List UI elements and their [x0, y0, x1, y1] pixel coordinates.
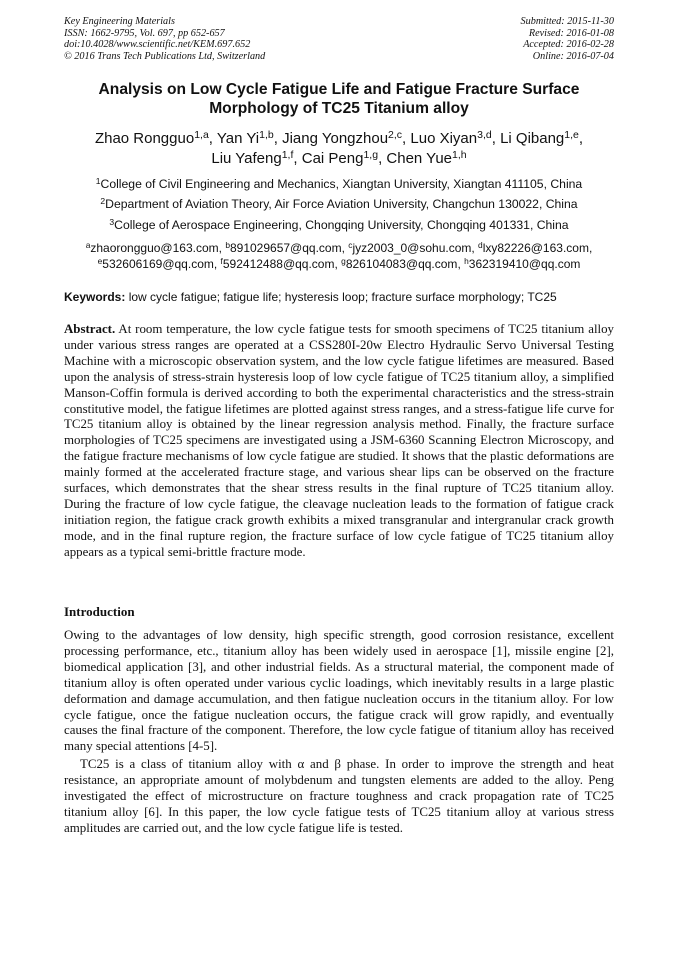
email-link[interactable]: 592412488@qq.com: [222, 256, 335, 271]
email-list: [64, 241, 614, 272]
revised-date: Revised: 2016-01-08: [528, 27, 614, 39]
author: Chen Yue$^{1,h}$: [386, 148, 467, 167]
submitted-date: Submitted: 2015-11-30: [520, 16, 614, 27]
keywords-label: Keywords:: [64, 290, 126, 304]
abstract-label: Abstract.: [64, 322, 116, 336]
keywords: [64, 290, 614, 305]
author: Yan Yi$^{1,b}$: [216, 129, 274, 147]
email-link[interactable]: 826104083@qq.com: [345, 256, 458, 271]
author: Cai Peng$^{1,g}$: [301, 148, 379, 167]
paper-title: [64, 80, 614, 118]
abstract: [64, 322, 614, 561]
title-line-1: Analysis on Low Cycle Fatigue Life and Fatigue Fracture Surface: [98, 81, 580, 98]
author: Luo Xiyan$^{3,d}$: [410, 129, 492, 147]
journal-info: [64, 16, 265, 62]
email-line-2: $^e$532606169@qq.com, $^f$592412488@qq.com, $^g$826104083@qq.com, $^h$362319410@qq.com: [97, 255, 581, 271]
doi-line: doi:10.4028/www.scientific.net/KEM.697.652: [64, 39, 251, 51]
online-date: Online: 2016-07-04: [532, 50, 614, 62]
journal-name: Key Engineering Materials: [64, 16, 175, 27]
author: Liu Yafeng$^{1,f}$: [211, 148, 294, 167]
dates-info: [521, 16, 614, 62]
copyright-line: © 2016 Trans Tech Publications Ltd, Switzerland: [64, 50, 266, 62]
email-link[interactable]: 891029657@qq.com: [229, 241, 342, 255]
email-line-1: $^a$zhaorongguo@163.com, $^b$891029657@qq.com, $^c$jyz2003_0@sohu.com, $^d$lxy82226@163.com,: [85, 240, 593, 255]
intro-paragraph-1: Owing to the advantages of low density, high specific strength, good corrosion resistance, excellent processing performance, etc., titanium alloy has been widely used in aerospace [1], missile engine [2], biomedical application [3], and other industrial fields. As a structural material, the component made of titanium alloy is often operated under various cyclic loadings, which inevitably results in a large plastic deformation and damage accumulation, and then fatigue nucleation occurs in the titanium alloy. For low cycle fatigue, once the fatigue nucleation occurs, the fatigue crack will grow rapidly, and eventually causes the final fracture of the component. Therefore, the low cycle fatigue of titanium alloy has received many special attentions [4-5].: [64, 628, 614, 754]
author: Zhao Rongguo$^{1,a}$: [94, 129, 209, 147]
affiliation-1: $^1$College of Civil Engineering and Mechanics, Xiangtan University, Xiangtan 411105, China: [95, 176, 583, 191]
author: Li Qibang$^{1,e}$: [500, 129, 579, 147]
author-line-2: Liu Yafeng$^{1,f}$, Cai Peng$^{1,g}$, Chen Yue$^{1,h}$: [211, 148, 467, 167]
email-link[interactable]: 362319410@qq.com: [468, 256, 581, 271]
affiliation-2: $^2$Department of Aviation Theory, Air Force Aviation University, Changchun 130022, China: [100, 196, 578, 211]
author-list: [64, 129, 614, 168]
email-link[interactable]: jyz2003_0@sohu.com: [352, 241, 472, 255]
email-link[interactable]: zhaorongguo@163.com: [90, 241, 219, 255]
author-line-1: Zhao Rongguo$^{1,a}$, Yan Yi$^{1,b}$, Jiang Yongzhou$^{2,c}$, Luo Xiyan$^{3,d}$, Li Qibang$^{1,e}$,: [94, 129, 584, 147]
email-link[interactable]: 532606169@qq.com: [102, 256, 214, 271]
accepted-date: Accepted: 2016-02-28: [523, 39, 614, 51]
intro-paragraph-2: TC25 is a class of titanium alloy with α and β phase. In order to improve the strength and heat resistance, an appropriate amount of molybdenum and tungsten elements are added to the alloy. Peng investigated the effect of microstructure on fracture toughness and crack propagation rate of TC25 titanium alloy [6]. In this paper, the low cycle fatigue tests of TC25 titanium alloy at various stress amplitudes are carried out, and the low cycle fatigue life is tested.: [64, 757, 614, 835]
title-line-2: Morphology of TC25 Titanium alloy: [209, 100, 469, 117]
email-link[interactable]: lxy82226@163.com: [482, 241, 589, 255]
abstract-text: At room temperature, the low cycle fatigue tests for smooth specimens of TC25 titanium alloy under various stress ranges are operated at a CSS280I-20w Electro Hydraulic Servo Universal Testing Machine with a microscopic observation system, and the low cycle fatigue lifetimes are measured. Based upon the analysis of stress-strain hysteresis loop of low cycle fatigue of TC25 titanium alloy, a simplified Manson-Coffin formula is derived according to both the experimental characteristics and the stress-strain constitutive model, the fatigue lifetimes are plotted against stress ranges, and a stress-fatigue life curve for TC25 titanium alloy is obtained by the linear regression analysis method. Finally, the fracture surface morphologies of TC25 specimens are investigated using a JSM-6360 Scanning Electron Microscopy, and the fatigue fracture mechanisms of low cycle fatigue are studied. It shows that the plastic deformations are mainly formed at the accelerated fracture stage, and various shear lips can be observed on the fracture surfaces, which demonstrates that the shear stress results in the final rupture of TC25 titanium alloy. During the fracture of low cycle fatigue, the cleavage nucleation leads to the formation of fatigue crack initiation region, the fatigue crack growth exhibits a mixed transgranular and intergranular crack growth mode, and in the final rupture region, the fracture surface of low cycle fatigue of TC25 titanium alloy appears as a typical semi-brittle fracture mode.: [64, 322, 614, 559]
section-heading-introduction: Introduction: [64, 604, 135, 619]
affiliation-3: $^3$College of Aerospace Engineering, Chongqing University, Chongqing 401331, China: [109, 217, 569, 232]
keywords-text: low cycle fatigue; fatigue life; hysteresis loop; fracture surface morphology; TC25: [128, 290, 557, 304]
author: Jiang Yongzhou$^{2,c}$: [282, 129, 403, 147]
issn-line: ISSN: 1662-9795, Vol. 697, pp 652-657: [64, 27, 225, 39]
